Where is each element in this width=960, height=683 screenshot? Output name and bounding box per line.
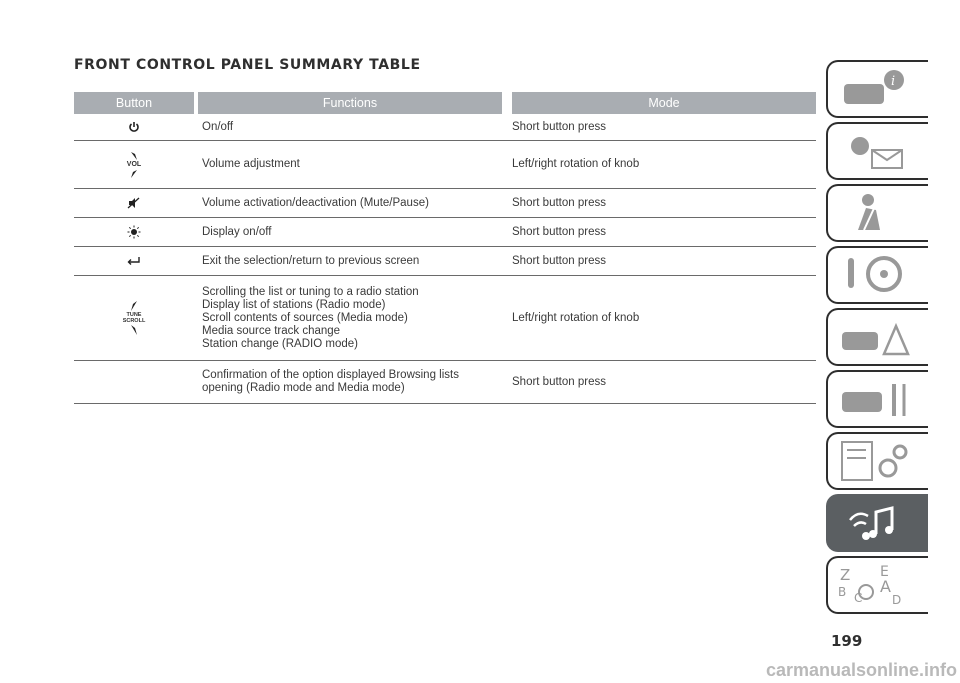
warning-lights-icon: [836, 128, 916, 174]
table-row: [74, 247, 816, 276]
function-text: Scrolling the list or tuning to a radio station: [202, 285, 419, 298]
table-header: [74, 92, 816, 114]
table-row: [74, 218, 816, 247]
function-text: Exit the selection/return to previous screen: [202, 254, 420, 267]
page-number: 199: [831, 632, 863, 650]
svg-text:D: D: [892, 593, 902, 607]
table-row: [74, 361, 816, 404]
emergency-icon: [836, 314, 916, 360]
function-text: Confirmation of the option displayed Browsing lists: [202, 369, 459, 381]
svg-text:B: B: [838, 585, 847, 599]
steering-key-icon: [836, 252, 916, 298]
function-text: Volume activation/deactivation (Mute/Pause): [202, 196, 429, 209]
function-text: Station change (RADIO mode): [202, 337, 358, 350]
function-text: Display on/off: [202, 225, 272, 238]
svg-text:E: E: [880, 564, 889, 580]
mode-text: Short button press: [512, 375, 606, 388]
header-functions: Functions: [198, 92, 502, 114]
function-text: On/off: [202, 120, 234, 133]
tab-emergency[interactable]: [826, 308, 928, 366]
svg-text:A: A: [880, 577, 891, 596]
tab-car-info[interactable]: [826, 60, 928, 118]
display-icon: [74, 225, 194, 239]
technical-data-icon: [836, 438, 916, 484]
function-text: Media source track change: [202, 324, 341, 337]
table-row: [74, 114, 816, 141]
mode-text: Left/right rotation of knob: [512, 311, 640, 324]
svg-text:i: i: [891, 74, 896, 89]
table-row: [74, 189, 816, 218]
mode-text: Left/right rotation of knob: [512, 158, 640, 170]
summary-table: [74, 92, 816, 404]
tab-warning-lights[interactable]: [826, 122, 928, 180]
header-button: Button: [74, 92, 194, 114]
car-maintenance-icon: [836, 376, 916, 422]
tab-index[interactable]: [826, 556, 928, 614]
function-text: opening (Radio mode and Media mode): [202, 382, 405, 394]
tab-car-maintenance[interactable]: [826, 370, 928, 428]
mute-icon: [74, 197, 194, 209]
function-text: Scroll contents of sources (Media mode): [202, 311, 408, 324]
function-text: Display list of stations (Radio mode): [202, 298, 386, 311]
index-icon: [836, 562, 916, 608]
seat-safety-icon: [836, 190, 916, 236]
tab-multimedia[interactable]: [826, 494, 928, 552]
function-text: Volume adjustment: [202, 158, 300, 170]
vol-knob-icon: [127, 151, 141, 179]
tab-seat-safety[interactable]: [826, 184, 928, 242]
tab-technical-data[interactable]: [826, 432, 928, 490]
table-row: [74, 276, 816, 361]
page-title: FRONT CONTROL PANEL SUMMARY TABLE: [74, 57, 421, 73]
power-icon: [74, 121, 194, 133]
back-icon: [74, 256, 194, 266]
multimedia-icon: [836, 500, 916, 546]
mode-text: Short button press: [512, 196, 606, 209]
knob-label: TUNE SCROLL: [122, 312, 146, 324]
knob-label: VOL: [126, 160, 142, 168]
table-row: [74, 141, 816, 189]
mode-text: Short button press: [512, 120, 606, 133]
tab-steering-key[interactable]: [826, 246, 928, 304]
svg-text:Z: Z: [840, 566, 851, 584]
header-mode: Mode: [512, 92, 816, 114]
car-info-icon: [836, 66, 916, 112]
svg-text:C: C: [854, 591, 863, 605]
watermark: carmanualsonline.info: [766, 660, 958, 680]
mode-text: Short button press: [512, 225, 606, 238]
tune-scroll-knob-icon: [121, 300, 147, 336]
mode-text: Short button press: [512, 254, 606, 267]
